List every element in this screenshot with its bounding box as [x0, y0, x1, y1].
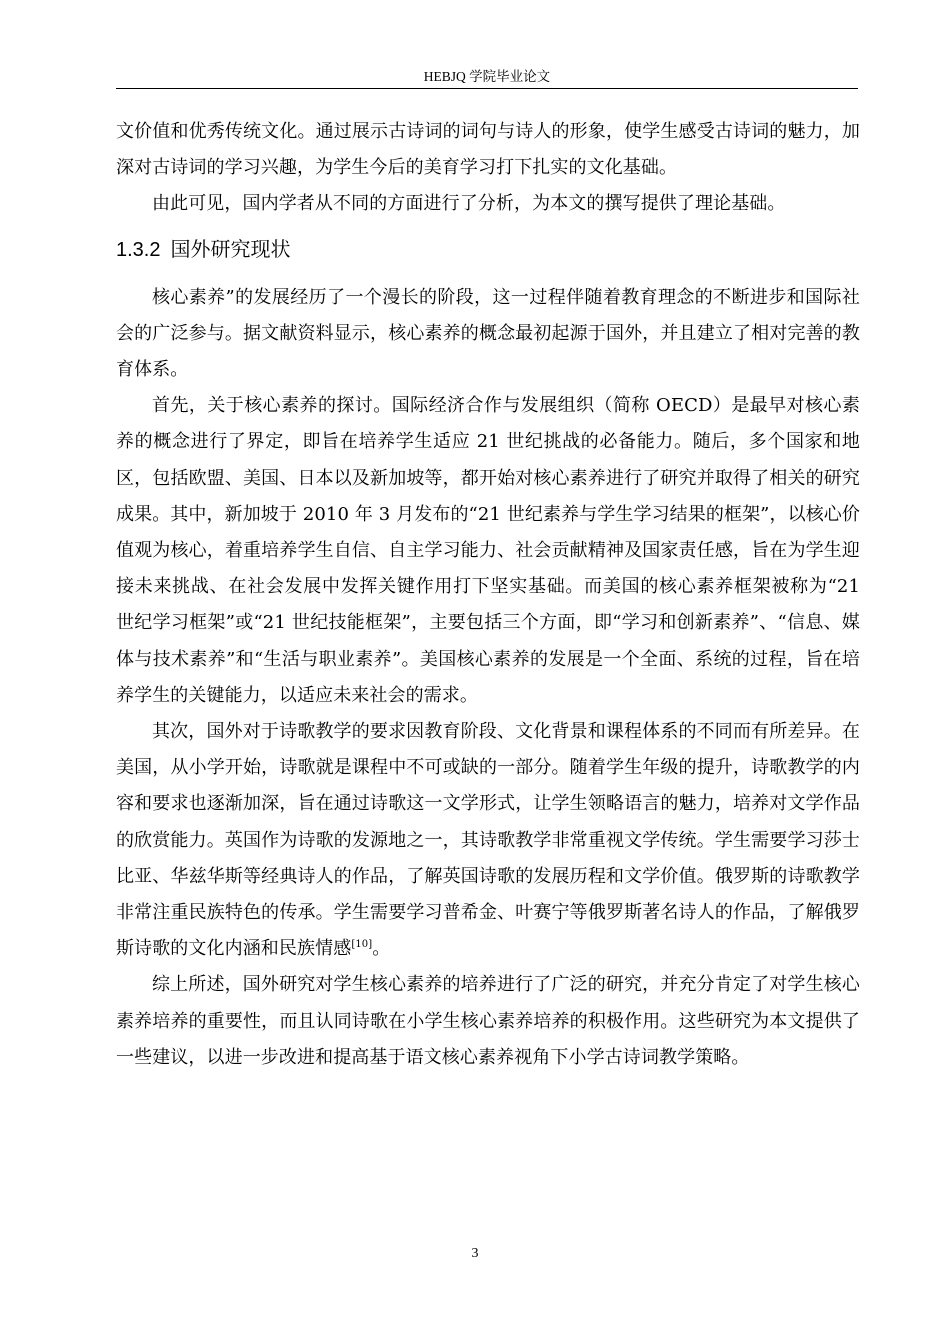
document-body [116, 114, 860, 1076]
paragraph-poetry-text: 其次，国外对于诗歌教学的要求因教育阶段、文化背景和课程体系的不同而有所差异。在美国，从小学开始，诗歌就是课程中不可或缺的一部分。随着学生年级的提升，诗歌教学的内容和要求也逐渐加深，旨在通过诗歌这一文学形式，让学生领略语言的魅力，培养对文学作品的欣赏能力。英国作为诗歌的发源地之一，其诗歌教学非常重视文学传统。学生需要学习莎士比亚、华兹华斯等经典诗人的作品，了解英国诗歌的发展历程和文学价值。俄罗斯的诗歌教学非常注重民族特色的传承。学生需要学习普希金、叶赛宁等俄罗斯著名诗人的作品，了解俄罗斯诗歌的文化内涵和民族情感 [116, 721, 860, 960]
citation-reference[interactable]: [10] [351, 939, 373, 951]
paragraph-poetry-teaching [116, 714, 860, 967]
paragraph-domestic-summary: 由此可见，国内学者从不同的方面进行了分析，为本文的撰写提供了理论基础。 [152, 193, 786, 215]
page-number: 3 [471, 1246, 479, 1261]
paragraph-core-literacy-history: 核心素养”的发展经历了一个漫长的阶段，这一过程伴随着教育理念的不断进步和国际社会的广泛参与。据文献资料显示，核心素养的概念最初起源于国外，并且建立了相对完善的教育体系。 [116, 286, 860, 381]
section-title: 国外研究现状 [170, 236, 291, 261]
section-number: 1.3.2 [116, 238, 161, 261]
paragraph-conclusion: 综上所述，国外研究对学生核心素养的培养进行了广泛的研究，并充分肯定了对学生核心素养培养的重要性，而且认同诗歌在小学生核心素养培养的积极作用。这些研究为本文提供了一些建议，以进一步改进和提高基于语文核心素养视角下小学古诗词教学策略。 [116, 974, 860, 1068]
paragraph-core-literacy-frameworks: 首先，关于核心素养的探讨。国际经济合作与发展组织（简称 OECD）是最早对核心素养的概念进行了界定，即旨在培养学生适应 21 世纪挑战的必备能力。随后，多个国家和地区，包括欧盟、美国、日本以及新加坡等，都开始对核心素养进行了研究并取得了相关的研究成果。其中，新加坡于 2010 年 3 月发布的“21 世纪素养与学生学习结果的框架”，以核心价值观为核心，着重培养学生自信、自主学习能力、社会贡献精神及国家责任感，旨在为学生迎接未来挑战、在社会发展中发挥关键作用打下坚实基础。而美国的核心素养框架被称为“21 世纪学习框架”或“21 世纪技能框架”，主要包括三个方面，即“学习和创新素养”、“信息、媒体与技术素养”和“生活与职业素养”。美国核心素养的发展是一个全面、系统的过程，旨在培养学生的关键能力，以适应未来社会的需求。 [116, 395, 860, 706]
page-header-title: HEBJQ 学院毕业论文 [423, 69, 551, 84]
header-divider [116, 88, 858, 89]
paragraph-poetry-end: 。 [372, 938, 391, 960]
section-heading [116, 233, 860, 266]
paragraph-continued: 文价值和优秀传统文化。通过展示古诗词的词句与诗人的形象，使学生感受古诗词的魅力，加深对古诗词的学习兴趣，为学生今后的美育学习打下扎实的文化基础。 [116, 121, 860, 179]
